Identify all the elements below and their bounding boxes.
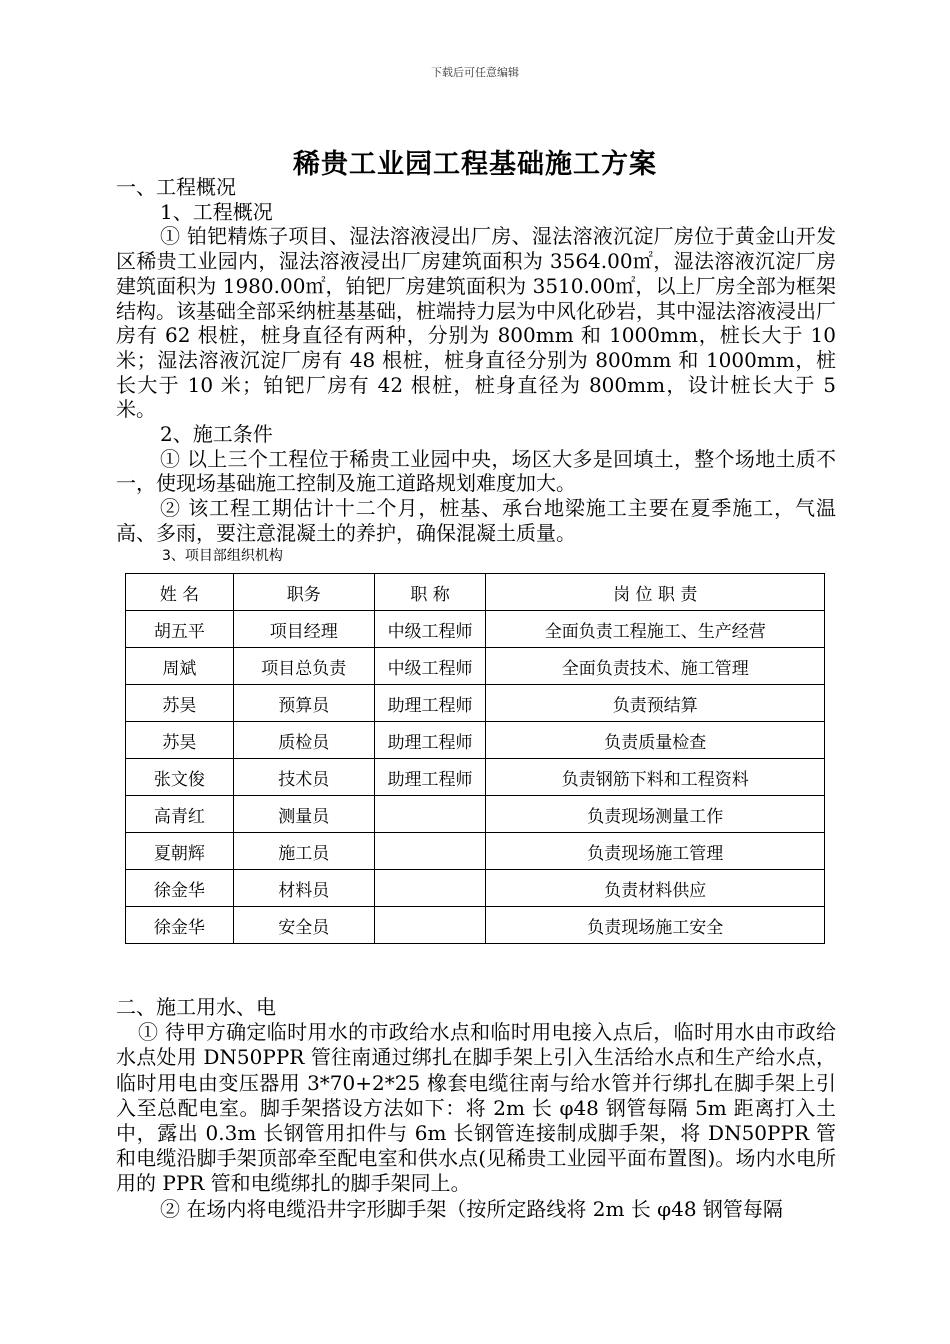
table-row <box>126 648 825 685</box>
cell-name: 高青红 <box>126 796 234 833</box>
cell-name: 张文俊 <box>126 759 234 796</box>
cell-title: 中级工程师 <box>374 648 486 685</box>
cell-title: 助理工程师 <box>374 722 486 759</box>
section-2-heading: 二、施工用水、电 <box>116 995 276 1019</box>
utilities-paragraph-2: ② 在场内将电缆沿井字形脚手架（按所定路线将 2m 长 φ48 钢管每隔 <box>160 1196 783 1221</box>
cell-position: 安全员 <box>233 907 374 944</box>
section-2 <box>116 995 836 1222</box>
cell-duties: 负责预结算 <box>486 685 825 722</box>
cell-duties: 负责质量检查 <box>486 722 825 759</box>
cell-duties: 全面负责工程施工、生产经营 <box>486 611 825 648</box>
cell-duties: 全面负责技术、施工管理 <box>486 648 825 685</box>
cell-name: 胡五平 <box>126 611 234 648</box>
cell-duties: 负责钢筋下料和工程资料 <box>486 759 825 796</box>
table-row <box>126 870 825 907</box>
cell-position: 质检员 <box>233 722 374 759</box>
utilities-paragraph-1: ① 待甲方确定临时用水的市政给水点和临时用电接入点后，临时用水由市政给水点处用 DN50PPR 管往南通过绑扎在脚手架上引入生活给水点和生产给水点，临时用电由变压器用 3*70+2*25 橡套电缆往南与给水管并行绑扎在脚手架上引入至总配电室。脚手架搭设方法如下：将 2m 长 φ48 钢管每隔 5m 距离打入土中，露出 0.3m 长钢管用扣件与 6m 长钢管连接制成脚手架，将 DN50PPR 管和电缆沿脚手架顶部牵至配电室和供水点(见稀贵工业园平面布置图)。场内水电所用的 PPR 管和电缆绑扎的脚手架同上。 <box>116 1020 836 1196</box>
header-note: 下载后可任意编辑 <box>431 66 519 79</box>
header-name: 姓 名 <box>126 574 234 611</box>
cell-duties: 负责材料供应 <box>486 870 825 907</box>
cell-title: 助理工程师 <box>374 759 486 796</box>
cell-title <box>374 907 486 944</box>
cell-position: 项目经理 <box>233 611 374 648</box>
conditions-paragraph-2: ② 该工程工期估计十二个月，桩基、承台地梁施工主要在夏季施工，气温高、多雨，要注意混凝土的养护，确保混凝土质量。 <box>116 496 836 545</box>
table-row <box>126 611 825 648</box>
cell-name: 夏朝辉 <box>126 833 234 870</box>
cell-name: 苏昊 <box>126 685 234 722</box>
cell-position: 测量员 <box>233 796 374 833</box>
cell-duties: 负责现场施工安全 <box>486 907 825 944</box>
table-header-row <box>126 574 825 611</box>
overview-paragraph: ① 铂钯精炼子项目、湿法溶液浸出厂房、湿法溶液沉淀厂房位于黄金山开发区稀贵工业园内，湿法溶液浸出厂房建筑面积为 3564.00㎡，湿法溶液沉淀厂房建筑面积为 1980.00㎡，铂钯厂房建筑面积为 3510.00㎡，以上厂房全部为框架结构。该基础全部采纳桩基基础，桩端持力层为中风化砂岩，其中湿法溶液浸出厂房有 62 根桩，桩身直径有两种，分别为 800mm 和 1000mm，桩长大于 10 米；湿法溶液沉淀厂房有 48 根桩，桩身直径分别为 800mm 和 1000mm，桩长大于 10 米；铂钯厂房有 42 根桩，桩身直径为 800mm，设计桩长大于 5 米。 <box>116 224 836 422</box>
subsection-1-heading: 1、工程概况 <box>160 199 273 224</box>
cell-position: 预算员 <box>233 685 374 722</box>
header-duties: 岗 位 职 责 <box>486 574 825 611</box>
cell-position: 材料员 <box>233 870 374 907</box>
cell-duties: 负责现场施工管理 <box>486 833 825 870</box>
cell-title <box>374 870 486 907</box>
section-1 <box>116 175 836 566</box>
table-row <box>126 759 825 796</box>
cell-title <box>374 833 486 870</box>
table-row <box>126 907 825 944</box>
cell-position: 项目总负责 <box>233 648 374 685</box>
table-row <box>126 833 825 870</box>
table-row <box>126 722 825 759</box>
cell-title: 助理工程师 <box>374 685 486 722</box>
conditions-paragraph-1: ① 以上三个工程位于稀贵工业园中央，场区大多是回填土，整个场地土质不一，使现场基础施工控制及施工道路规划难度加大。 <box>116 446 836 496</box>
subsection-2-heading: 2、施工条件 <box>160 422 273 447</box>
section-1-heading: 一、工程概况 <box>116 175 236 199</box>
document-title: 稀贵工业园工程基础施工方案 <box>293 149 657 180</box>
header-title: 职 称 <box>374 574 486 611</box>
cell-position: 技术员 <box>233 759 374 796</box>
table-row <box>126 685 825 722</box>
cell-title <box>374 796 486 833</box>
cell-name: 徐金华 <box>126 870 234 907</box>
cell-name: 苏昊 <box>126 722 234 759</box>
cell-title: 中级工程师 <box>374 611 486 648</box>
org-table-label: 3、项目部组织机构 <box>162 547 283 564</box>
staff-table <box>125 573 825 944</box>
cell-duties: 负责现场测量工作 <box>486 796 825 833</box>
header-position: 职务 <box>233 574 374 611</box>
table-row <box>126 796 825 833</box>
cell-name: 徐金华 <box>126 907 234 944</box>
cell-position: 施工员 <box>233 833 374 870</box>
cell-name: 周斌 <box>126 648 234 685</box>
